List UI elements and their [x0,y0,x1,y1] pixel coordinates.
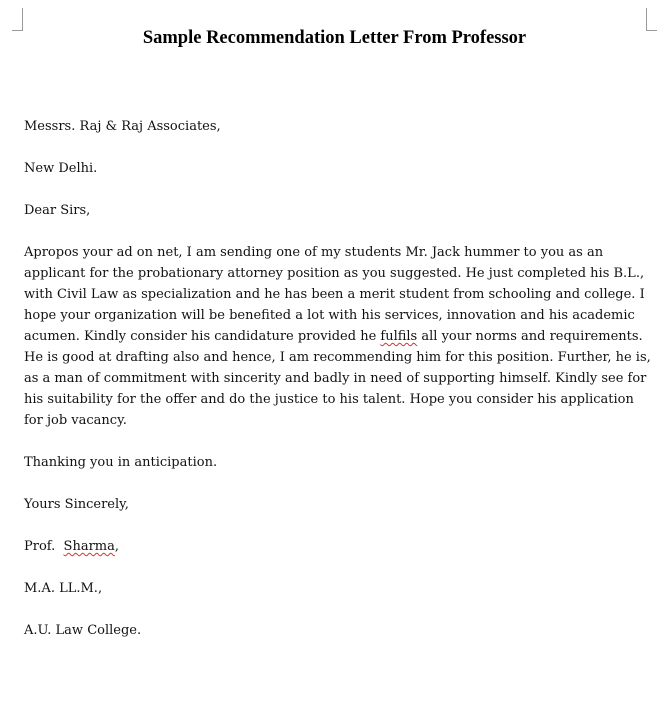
document-title: Sample Recommendation Letter From Professor [142,28,527,48]
letter-body [24,242,652,431]
signature-suffix: , [114,539,120,554]
closing-line: Yours Sincerely, [24,497,129,512]
degree-line: M.A. LL.M., [24,581,103,596]
signature-prefix: Prof. [24,539,64,554]
recipient-line: Messrs. Raj & Raj Associates, [24,119,221,134]
body-text-part-1: Apropos your ad on net, I am sending one of my students Mr. Jack hummer to you as an applicant for the probationary attorney position as you suggested. He just completed his B.L., with Civil Law as specialization and he has been a merit student from schooling and college. I hope your organization will be benefited a lot with his services, innovation and his academic acumen. Kindly consider his candidature provided he [24,245,645,344]
thanks-line: Thanking you in anticipation. [24,455,218,470]
salutation-line: Dear Sirs, [24,203,91,218]
college-line: A.U. Law College. [24,623,142,638]
spellcheck-flagged-word[interactable]: fulfils [380,329,418,344]
city-line: New Delhi. [24,161,98,176]
body-text-part-2: all your norms and requirements. He is good at drafting also and hence, I am recommending him for this position. Further, he is, as a man of commitment with sincerity and badly in need of supporting himself. Kindly see for his suitability for the offer and do the justice to his talent. Hope you consider his application for job vacancy. [24,329,651,428]
signature-line [24,536,652,557]
letter-content [24,116,652,662]
signature-name-flagged[interactable]: Sharma [63,539,115,554]
